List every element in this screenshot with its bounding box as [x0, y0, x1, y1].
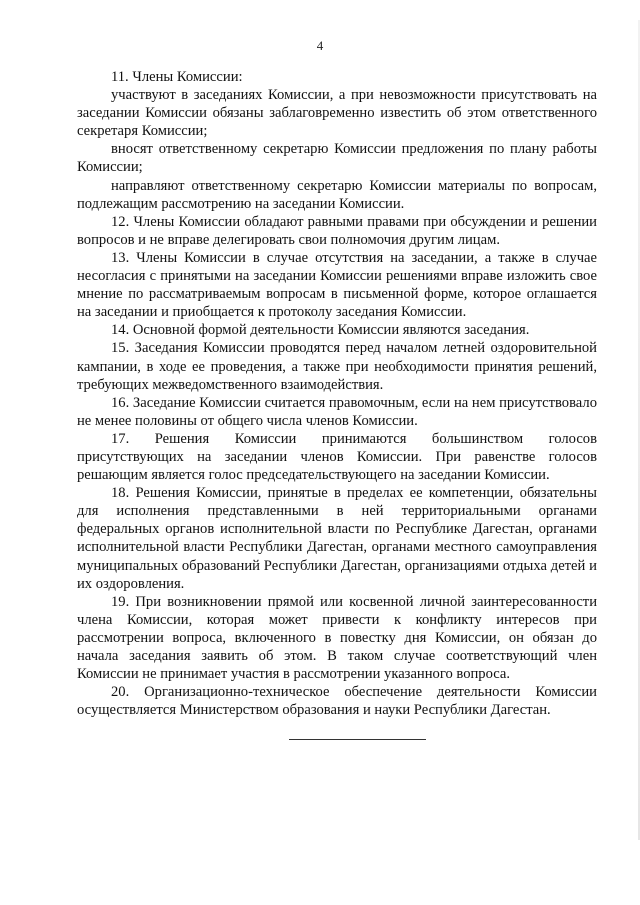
paragraph-14: 14. Основной формой деятельности Комиссии являются заседания.	[111, 322, 530, 339]
paragraph-15: 15. Заседания Комиссии проводятся перед началом летней оздоровительной кампании, в ходе ее проведения, а также при необходимости принятия решений, требующих межведомственного взаимодействия.	[77, 340, 597, 393]
paragraph-20: 20. Организационно-техническое обеспечение деятельности Комиссии осуществляется Министерством образования и науки Республики Дагестан.	[77, 684, 597, 719]
paragraph-11-attend: участвуют в заседаниях Комиссии, а при невозможности присутствовать на заседании Комиссии обязаны заблаговременно известить об этом ответственного секретаря Комиссии;	[77, 87, 597, 140]
paragraph-12: 12. Члены Комиссии обладают равными правами при обсуждении и решении вопросов и не вправе делегировать свои полномочия другим лицам.	[77, 213, 597, 248]
paragraph-13: 13. Члены Комиссии в случае отсутствия на заседании, а также в случае несогласия с принятыми на заседании Комиссии решениями вправе изложить свое мнение по рассматриваемым вопросам в письменной форме, которое оглашается на заседании и приобщается к протоколу заседания Комиссии.	[77, 249, 597, 321]
paragraph-11-materials: направляют ответственному секретарю Комиссии материалы по вопросам, подлежащим рассмотрению на заседании Комиссии.	[77, 177, 597, 212]
paragraph-11-heading: 11. Члены Комиссии:	[111, 69, 243, 85]
paragraph-19: 19. При возникновении прямой или косвенной личной заинтересованности члена Комиссии, которая может привести к конфликту интересов при рассмотрении вопроса, включенного в повестку дня Комиссии, он обязан до начала заседания заявить об этом. В таком случае соответствующий член Комиссии не принимает участия в рассмотрении указанного вопроса.	[77, 593, 597, 683]
document-body	[77, 68, 597, 719]
paragraph-18: 18. Решения Комиссии, принятые в пределах ее компетенции, обязательны для исполнения представленными в ней территориальными органами федеральных органов исполнительной власти по Республике Дагестан, органами исполнительной власти Республики Дагестан, органами местного самоуправления муниципальных образований Республики Дагестан, организациями отдыха детей и их оздоровления.	[77, 485, 597, 592]
paragraph-17: 17. Решения Комиссии принимаются большинством голосов присутствующих на заседании членов Комиссии. При равенстве голосов решающим является голос председательствующего на заседании Комиссии.	[77, 430, 597, 484]
page-number: 4	[316, 38, 324, 53]
end-rule	[289, 739, 426, 740]
paragraph-16: 16. Заседание Комиссии считается правомочным, если на нем присутствовало не менее половины от общего числа членов Комиссии.	[77, 394, 597, 429]
paragraph-11-proposals: вносят ответственному секретарю Комиссии предложения по плану работы Комиссии;	[77, 141, 597, 176]
